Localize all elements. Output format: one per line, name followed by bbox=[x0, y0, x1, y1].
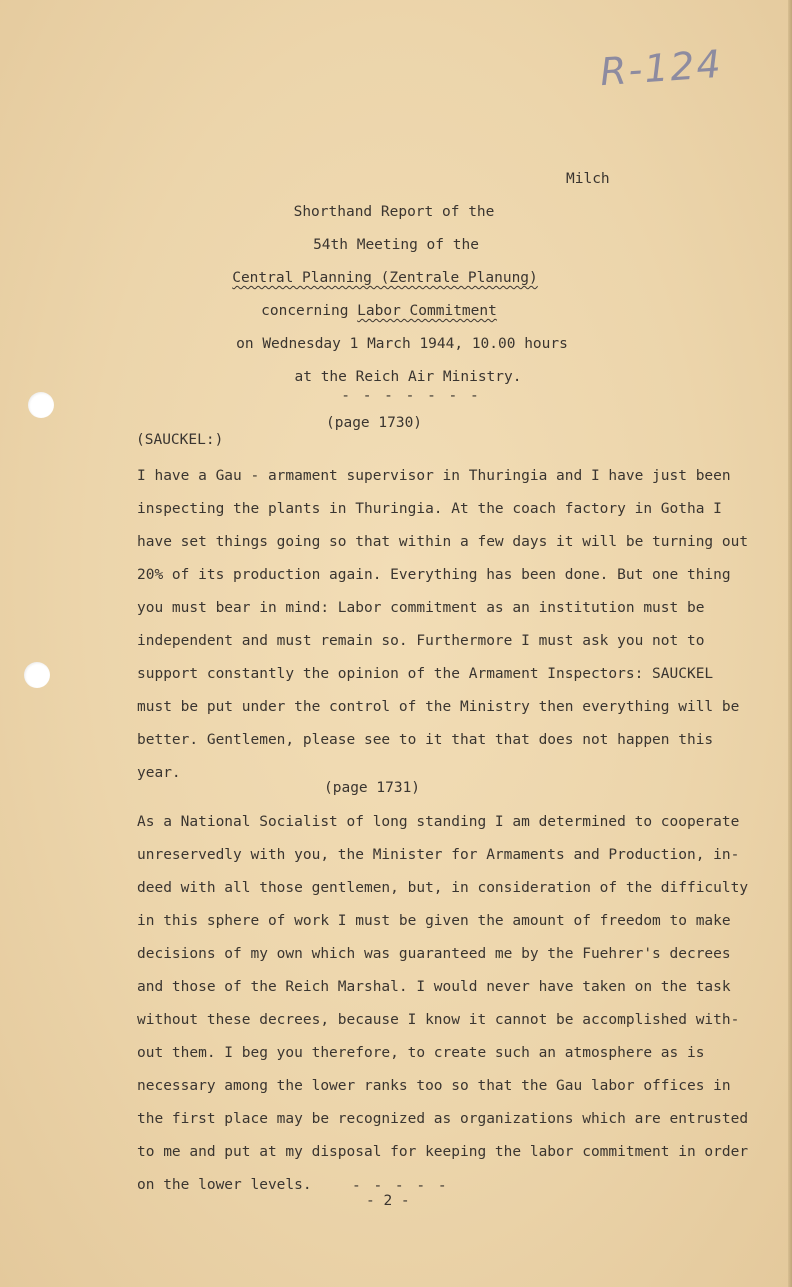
paragraph-line: must be put under the control of the Ministry then everything will be bbox=[137, 699, 740, 715]
page-number: - 2 - bbox=[366, 1193, 410, 1209]
heading-line-2: 54th Meeting of the bbox=[313, 237, 479, 253]
heading-line-5: on Wednesday 1 March 1944, 10.00 hours bbox=[236, 336, 568, 352]
paper-edge bbox=[788, 0, 792, 1287]
paragraph-line: As a National Socialist of long standing I am determined to cooperate bbox=[137, 814, 740, 830]
paragraph-line: deed with all those gentlemen, but, in consideration of the difficulty bbox=[137, 880, 749, 896]
paragraph-1 bbox=[137, 460, 749, 790]
paragraph-line: have set things going so that within a few days it will be turning out bbox=[137, 534, 749, 550]
speaker-tag: (SAUCKEL:) bbox=[136, 432, 224, 448]
paragraph-line: 20% of its production again. Everything has been done. But one thing bbox=[137, 567, 731, 583]
paragraph-line: necessary among the lower ranks too so that the Gau labor offices in bbox=[137, 1078, 731, 1094]
punch-hole-bottom bbox=[24, 662, 50, 688]
paragraph-line: unreservedly with you, the Minister for Armaments and Production, in- bbox=[137, 847, 740, 863]
paragraph-line: to me and put at my disposal for keeping the labor commitment in order bbox=[137, 1144, 749, 1160]
heading-line-4 bbox=[0, 303, 775, 319]
paragraph-line: out them. I beg you therefore, to create such an atmosphere as is bbox=[137, 1045, 705, 1061]
paragraph-line: you must bear in mind: Labor commitment as an institution must be bbox=[137, 600, 705, 616]
speaker-name: Milch bbox=[566, 171, 610, 187]
page-reference-2: (page 1731) bbox=[324, 780, 421, 796]
paragraph-line: year. bbox=[137, 765, 181, 781]
closing-separator: - - - - - bbox=[352, 1178, 449, 1194]
heading-line-1: Shorthand Report of the bbox=[293, 204, 495, 220]
paragraph-line: inspecting the plants in Thuringia. At the coach factory in Gotha I bbox=[137, 501, 722, 517]
heading-concerning: concerning bbox=[261, 303, 358, 319]
paragraph-line: independent and must remain so. Furthermore I must ask you not to bbox=[137, 633, 705, 649]
heading-central-planning: Central Planning (Zentrale Planung) bbox=[232, 270, 538, 286]
paragraph-line: in this sphere of work I must be given the amount of freedom to make bbox=[137, 913, 731, 929]
paragraph-line: on the lower levels. bbox=[137, 1177, 312, 1193]
heading-line-3 bbox=[0, 270, 781, 286]
paragraph-line: I have a Gau - armament supervisor in Thuringia and I have just been bbox=[137, 468, 731, 484]
paragraph-line: decisions of my own which was guaranteed me by the Fuehrer's decrees bbox=[137, 946, 731, 962]
handwritten-document-id: R-124 bbox=[598, 41, 725, 95]
paragraph-2 bbox=[137, 806, 749, 1202]
paragraph-line: without these decrees, because I know it cannot be accomplished with- bbox=[137, 1012, 740, 1028]
heading-separator: - - - - - - - bbox=[341, 388, 481, 404]
paragraph-line: support constantly the opinion of the Armament Inspectors: SAUCKEL bbox=[137, 666, 714, 682]
paragraph-line: better. Gentlemen, please see to it that that does not happen this bbox=[137, 732, 714, 748]
paragraph-line: the first place may be recognized as organizations which are entrusted bbox=[137, 1111, 749, 1127]
heading-line-6: at the Reich Air Ministry. bbox=[294, 369, 522, 385]
heading-labor-commitment: Labor Commitment bbox=[357, 303, 497, 319]
paragraph-line: and those of the Reich Marshal. I would never have taken on the task bbox=[137, 979, 731, 995]
page-reference-1: (page 1730) bbox=[326, 415, 423, 431]
